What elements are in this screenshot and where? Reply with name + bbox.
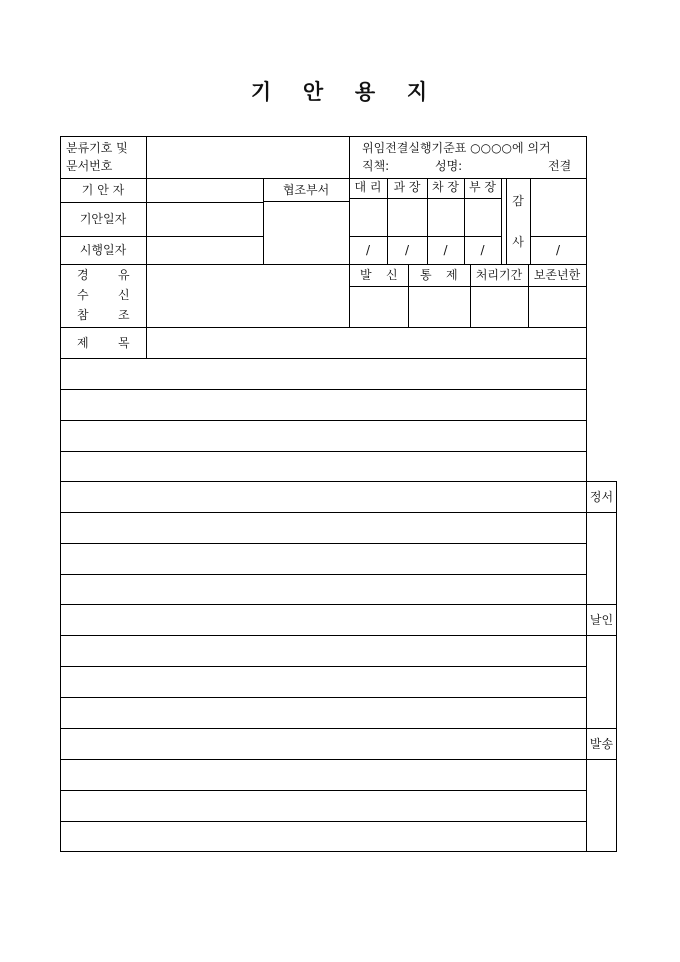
date-slash: / <box>443 243 448 257</box>
clean-copy-label: 정서 <box>589 490 614 504</box>
seal-label: 날인 <box>589 613 614 627</box>
drafter-label: 기 안 자 <box>81 183 125 197</box>
send-label-2: 신 <box>386 268 398 282</box>
audit-label-top: 감 <box>512 194 524 208</box>
subject-label-1: 제 <box>77 336 89 350</box>
draft-date-label: 기안일자 <box>79 212 127 226</box>
reference-label-1: 참 <box>77 308 89 322</box>
exec-date-label: 시행일자 <box>79 243 127 257</box>
send-label-1: 발 <box>360 268 372 282</box>
recipient-label-1: 수 <box>77 288 89 302</box>
form-title: 기 안 용 지 <box>250 79 430 104</box>
via-label-1: 경 <box>77 268 89 282</box>
date-slash: / <box>365 243 371 257</box>
control-label-2: 제 <box>446 268 458 282</box>
audit-label-bottom: 사 <box>512 235 524 249</box>
delegation-note: 위임전결실행기준표 ○○○○에 의거 <box>362 141 551 155</box>
process-period-label: 처리기간 <box>475 268 523 282</box>
control-label-1: 통 <box>420 268 432 282</box>
date-slash: / <box>404 243 410 257</box>
recipient-label-2: 신 <box>118 288 130 302</box>
via-label-2: 유 <box>118 268 130 282</box>
reference-label-2: 조 <box>118 308 130 322</box>
date-slash: / <box>555 243 561 257</box>
name-label: 성명: <box>435 159 463 173</box>
position-label: 직책: <box>362 159 390 173</box>
approver-deputy-head: 차 장 <box>432 180 459 194</box>
coop-dept-label: 협조부서 <box>282 183 330 197</box>
retention-period-label: 보존년한 <box>533 268 581 282</box>
date-slash: / <box>480 243 485 257</box>
approver-section-chief: 과 장 <box>393 180 421 194</box>
final-approval-label: 전결 <box>548 159 572 173</box>
dispatch-label: 발송 <box>589 737 614 751</box>
subject-label-2: 목 <box>118 336 130 350</box>
class-number-label: 분류기호 및 <box>66 141 128 155</box>
document-number-label: 문서번호 <box>66 159 113 173</box>
approver-dept-head: 부 장 <box>469 180 496 194</box>
approver-assistant-manager: 대 리 <box>354 180 382 194</box>
